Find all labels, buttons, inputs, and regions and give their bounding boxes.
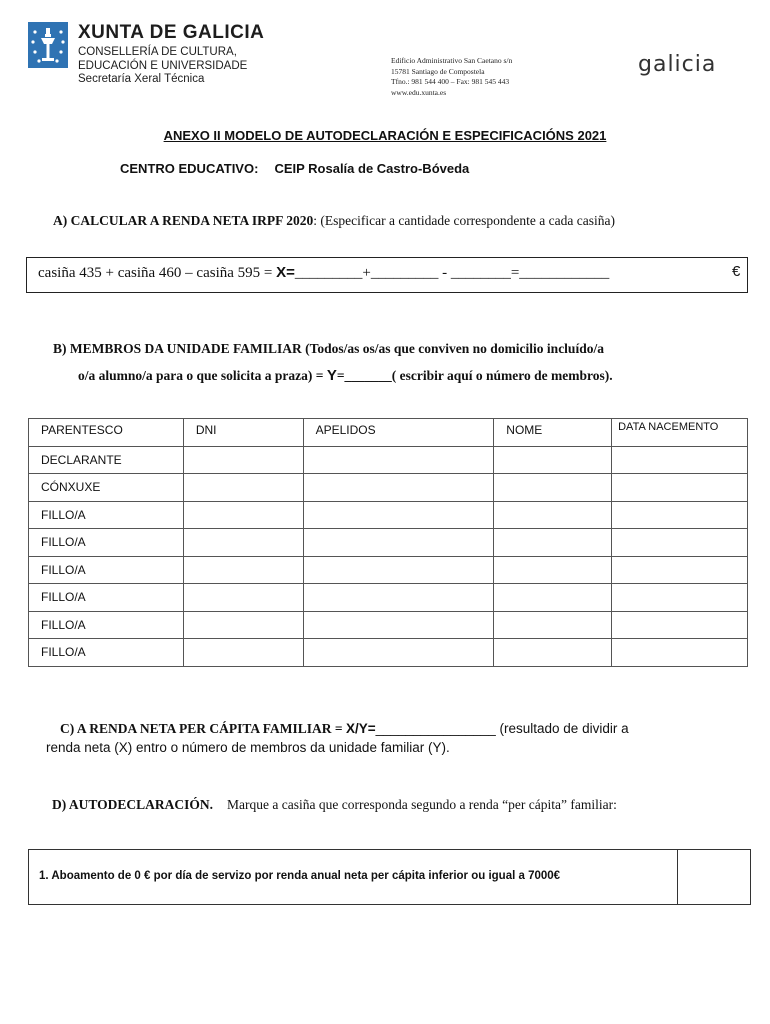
cell-data-nacemento[interactable] [612,611,748,639]
conselleria-line-3: Secretaría Xeral Técnica [78,73,205,85]
cell-data-nacemento[interactable] [612,446,748,474]
header-nome: NOME [494,419,612,447]
section-b-var-y: Y [326,367,337,384]
option-1-checkbox[interactable] [679,850,750,904]
cell-data-nacemento[interactable] [612,556,748,584]
section-c-title: C) A RENDA NETA PER CÁPITA FAMILIAR = [60,721,346,736]
table-row [29,611,748,639]
cell-dni[interactable] [183,556,303,584]
section-a-heading [53,213,615,229]
address-line-1: Edificio Administrativo San Caetano s/n [391,56,513,65]
cell-apelidos[interactable] [303,474,494,502]
conselleria-line-2: EDUCACIÓN E UNIVERSIDADE [78,59,248,72]
cell-apelidos[interactable] [303,639,494,667]
section-c-var: X/Y= [345,721,376,736]
cell-apelidos[interactable] [303,501,494,529]
cell-apelidos[interactable] [303,556,494,584]
table-row [29,556,748,584]
cell-nome[interactable] [494,529,612,557]
cell-apelidos[interactable] [303,446,494,474]
section-c-line-1 [60,721,629,737]
cell-nome[interactable] [494,446,612,474]
cell-nome[interactable] [494,639,612,667]
row-parentesco: FILLO/A [29,529,184,557]
org-name: XUNTA DE GALICIA [78,22,265,43]
formula-var-x: X= [276,264,295,281]
centro-educativo [120,161,469,176]
xunta-logo [28,22,68,68]
cell-dni[interactable] [183,639,303,667]
header-parentesco: PARENTESCO [29,419,184,447]
header-dni: DNI [183,419,303,447]
address-block [391,56,512,98]
cell-data-nacemento[interactable] [612,474,748,502]
row-parentesco: CÓNXUXE [29,474,184,502]
section-d-title: D) AUTODECLARACIÓN. [52,797,214,812]
row-parentesco: FILLO/A [29,639,184,667]
section-b-text: o/a alumno/a para o que solicita a praza) = [78,368,327,383]
row-parentesco: FILLO/A [29,611,184,639]
cell-dni[interactable] [183,446,303,474]
address-line-4: www.edu.xunta.es [391,87,447,97]
conselleria-block [78,46,247,87]
table-row [29,474,748,502]
members-table [28,418,748,667]
header-data-nacemento: DATA NACEMENTO [612,419,748,447]
section-d-heading [52,797,617,813]
header-apelidos: APELIDOS [303,419,494,447]
cell-apelidos[interactable] [303,584,494,612]
row-parentesco: FILLO/A [29,584,184,612]
cell-dni[interactable] [183,474,303,502]
cell-dni[interactable] [183,584,303,612]
cell-dni[interactable] [183,501,303,529]
cell-nome[interactable] [494,474,612,502]
section-c-line-2: renda neta (X) entro o número de membros da unidade familiar (Y). [46,740,450,755]
section-b-line-2 [78,367,613,384]
euro-sign: € [732,263,741,280]
cell-data-nacemento[interactable] [612,584,748,612]
table-row [29,584,748,612]
section-a-note: : (Especificar a cantidade correspondente a cada casiña) [313,213,615,228]
xunta-emblem-icon [28,22,68,68]
table-row [29,446,748,474]
address-line-2: 15781 Santiago de Compostela [391,66,485,76]
cell-apelidos[interactable] [303,611,494,639]
row-parentesco: DECLARANTE [29,446,184,474]
per-capita-field[interactable]: ________________ [375,721,496,736]
section-c-paren: (resultado de dividir a [495,721,629,736]
table-row [29,529,748,557]
option-1-text: 1. Aboamento de 0 € por día de servizo por renda anual neta per cápita inferior ou igual a 7000€ [39,870,561,882]
cell-data-nacemento[interactable] [612,639,748,667]
address-line-3: Tfno.: 981 544 400 – Fax: 981 545 443 [391,77,510,86]
centro-value: CEIP Rosalía de Castro-Bóveda [274,161,470,176]
cell-apelidos[interactable] [303,529,494,557]
formula-text: casiña 435 + casiña 460 – casiña 595 = [38,265,277,281]
cell-nome[interactable] [494,611,612,639]
cell-nome[interactable] [494,556,612,584]
galicia-logo: galicia [638,52,717,77]
row-parentesco: FILLO/A [29,501,184,529]
section-d-text: Marque a casiña que corresponda segundo a renda “per cápita” familiar: [227,797,617,812]
cell-data-nacemento[interactable] [612,529,748,557]
cell-nome[interactable] [494,584,612,612]
table-row [29,639,748,667]
formula-blanks[interactable]: _________+_________ - ________=____________ [294,265,610,281]
members-count-field[interactable]: =_______( escribir aquí o número de membros). [336,368,613,383]
section-a-title: A) CALCULAR A RENDA NETA IRPF 2020 [53,213,314,228]
document-title: ANEXO II MODELO DE AUTODECLARACIÓN E ESPECIFICACIÓNS 2021 [163,128,607,143]
cell-dni[interactable] [183,611,303,639]
conselleria-line-1: CONSELLERÍA DE CULTURA, [78,46,237,58]
section-b-line-1: B) MEMBROS DA UNIDADE FAMILIAR (Todos/as os/as que conviven no domicilio incluído/a [53,341,604,356]
centro-label: CENTRO EDUCATIVO: [120,161,259,176]
renda-formula [38,263,741,282]
row-parentesco: FILLO/A [29,556,184,584]
cell-data-nacemento[interactable] [612,501,748,529]
cell-dni[interactable] [183,529,303,557]
option-1-divider [677,849,678,905]
table-header-row [29,419,748,447]
table-row [29,501,748,529]
cell-nome[interactable] [494,501,612,529]
